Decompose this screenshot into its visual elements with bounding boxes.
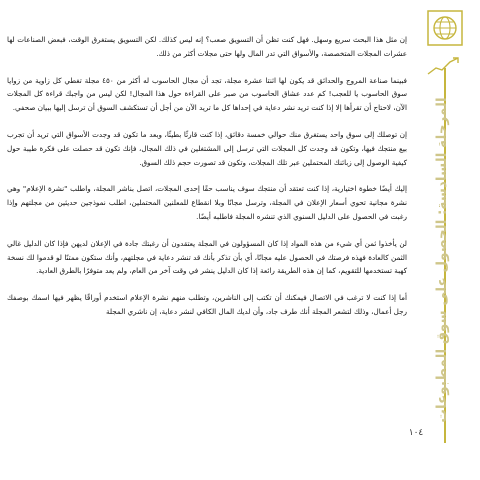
paragraph: إن مثل هذا البحث سريع وسهل. فهل كنت تظن أن التسويق صعب؟ إنه ليس كذلك. لكن التسويق يستغرق الوقت، فبعض الصناعات لها عشرات المجلات المتخصصة، والأسواق التي تدر المال ولها حتى مجلات أكثر من ذلك. (7, 35, 407, 58)
paragraph: إن توصلك إلى سوق واحد يستغرق منك حوالي خمسة دقائق، إذا كنت قارئًا بطيئًا، وبعد ما تكون قد وجدت الأسواق التي تريد أن تجرب بيع منتجك فيها، وتكون قد وجدت كل المجلات التي ترسل إلى المشتغلين في ذلك المجال، فإنك تكون قد حصلت على فكرة طيبة حول كيفية الوصول إلى زبائنك المحتملين عبر تلك المجلات، وتكون قد تصورت حجم ذلك السوق. (7, 129, 407, 167)
paragraph: أما إذا كنت لا ترغب في الاتصال فيمكنك أن تكتب إلى الناشرين، وتطلب منهم نشرة الإعلام استخدم أوراقًا يظهر فيها اسمك بوصفك رجل أعمال، وذلك لتشعر المجلة أنك طرف جاد، وأن لديك المال الكافي لنشر دعاية، إن ناشري المجلة (7, 293, 407, 316)
paragraph: لن يأخذوا ثمن أي شيء من هذه المواد إذا كان المسؤولون في المجلة يعتقدون أن رغبتك جادة في الإعلان لديهن فإذا كان الدليل غالي الثمن كالعادة فهذه فرصتك في الحصول عليه مجانًا، أي بأن تذكر بأنك قد تنشر دعاية في مجلتهم، وأنك ستكون ممتنًا لو قدموا لك نسخة كهبة تستخدمها للتقويم، كما إن هذه الطريقة رائعة إذا كان الدليل ينشر في وقت آخر من العام، ولم يعد متوفرًا بالطرق العادية. (7, 238, 407, 276)
chapter-side-band (412, 8, 468, 440)
page-number: ١٠٤ (408, 428, 424, 438)
chapter-title: المرحلة السادسة: الحصول على سوق المطبوعات (434, 97, 450, 423)
main-text-column (7, 33, 407, 332)
chapter-title-vertical (430, 80, 454, 440)
paragraph: فبينما صناعة المروج والحدائق قد يكون لها اثنتا عشرة مجلة، تجد أن مجال الحاسوب له أكثر من ٤٥٠ مجلة تغطي كل زاوية من زوايا سوق الحاسوب يا للعجب! كم عدد عشاق الحاسوب من صبر على القراءة حول هذا المجال! لكن ليس من واجبك قراءة كل المجلات الآن، لاحتاج أن تقرأها إلا إذا كنت تريد نشر دعاية في إحداها كل ما تريد الآن من أجل أن تستكشف السوق أن ترسل إليها ببيان صحفي. (7, 75, 407, 113)
globe-logo-icon (425, 8, 465, 48)
paragraph: إليك أيضًا خطوة اختيارية، إذا كنت تعتقد أن منتجك سوف يناسب حقًا إحدى المجلات، اتصل بناشر المجلة، واطلب "نشرة الإعلام" وهي نشرة مجانية تحوي أسعار الإعلان في المجلة، وترسل مجانًا وبلا انقطاع للمعلنين المحتملين، اطلب نموذجين حديثين من مجلتهم وإذا رغبت في الحصول على الدليل السنوي الذي تنشره المجلة فاطلبه أيضًا. (7, 184, 407, 221)
growth-chart-icon (426, 56, 460, 76)
